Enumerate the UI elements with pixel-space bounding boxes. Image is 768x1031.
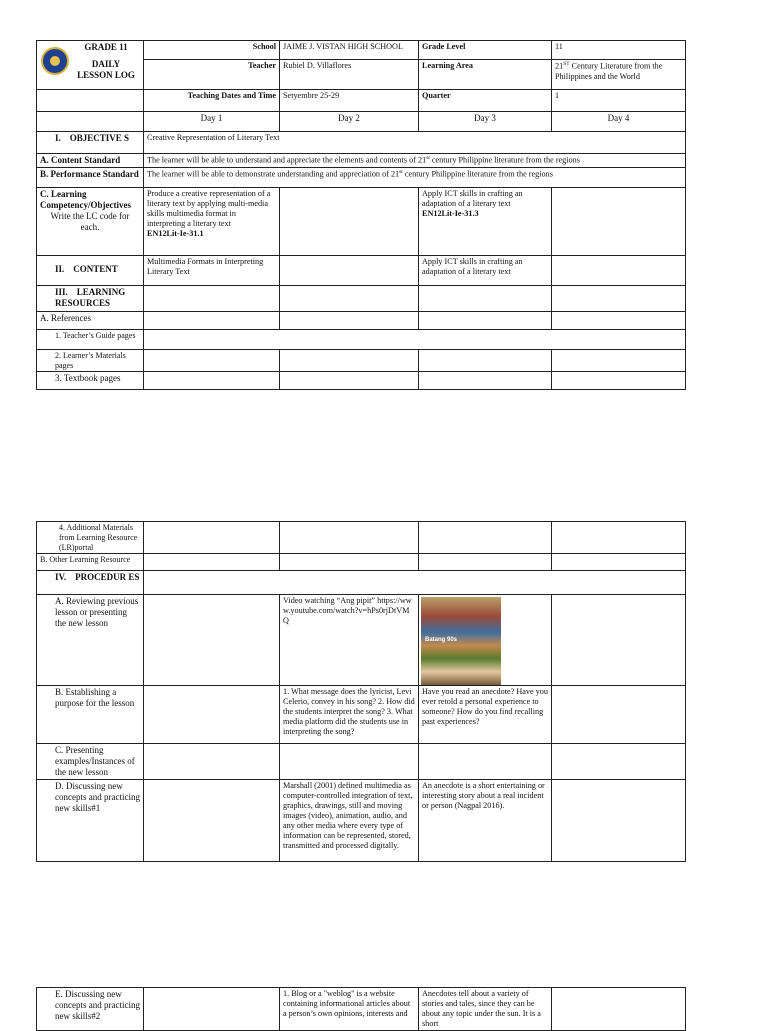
competency-label: C. Learning Competency/Objectives bbox=[40, 188, 131, 210]
teacher-label: Teacher bbox=[144, 60, 280, 90]
blank-cell bbox=[144, 522, 280, 554]
blank-cell bbox=[144, 372, 280, 390]
blank-cell bbox=[144, 329, 686, 349]
grade-level-label: Grade Level bbox=[419, 41, 552, 60]
blank-cell bbox=[144, 595, 280, 686]
day-1-header: Day 1 bbox=[144, 112, 280, 132]
blank-cell bbox=[419, 554, 552, 571]
school-label: School bbox=[144, 41, 280, 60]
purpose-label: B. Establishing a purpose for the lesson bbox=[37, 686, 144, 744]
content-standard-value: The learner will be able to understand and appreciate the elements and contents of 21st century Philippine literature from the regions bbox=[144, 154, 686, 168]
blank-cell bbox=[144, 554, 280, 571]
day-4-header: Day 4 bbox=[552, 112, 686, 132]
content-label: II. CONTENT bbox=[37, 255, 144, 285]
other-resource-label: B. Other Learning Resource bbox=[37, 554, 144, 571]
blank-cell bbox=[144, 571, 686, 595]
school-seal-icon bbox=[41, 47, 69, 75]
content-standard-label: A. Content Standard bbox=[37, 154, 144, 168]
dates-label: Teaching Dates and Time bbox=[144, 90, 280, 112]
reviewing-day-3 bbox=[419, 595, 552, 686]
blank-cell bbox=[144, 686, 280, 744]
blank-cell bbox=[419, 372, 552, 390]
dates-value: Setyembre 25-29 bbox=[280, 90, 419, 112]
competency-day-3: Apply ICT skills in crafting an adaptation of a literary text EN12Lit-Ie-31.3 bbox=[419, 187, 552, 255]
blank-cell bbox=[144, 780, 280, 862]
blank-cell bbox=[144, 349, 280, 372]
blank-cell bbox=[552, 522, 686, 554]
blank-cell bbox=[552, 686, 686, 744]
teachers-guide-label: 1. Teacher’s Guide pages bbox=[37, 329, 144, 349]
blank-cell bbox=[552, 595, 686, 686]
learning-area-value: 21ST Century Literature from the Philippines and the World bbox=[552, 60, 686, 90]
grade-level-value: 11 bbox=[552, 41, 686, 60]
blank-cell bbox=[419, 349, 552, 372]
reviewing-day-2: Video watching “Ang pipit” https://www.youtube.com/watch?v=hPs0rjDtVMQ bbox=[280, 595, 419, 686]
blank-cell bbox=[419, 311, 552, 329]
discussing-1-label: D. Discussing new concepts and practicing new skills#1 bbox=[37, 780, 144, 862]
blank-cell bbox=[280, 285, 419, 311]
blank-cell bbox=[280, 554, 419, 571]
objectives-label: I. OBJECTIVE S bbox=[37, 132, 144, 154]
blank-cell bbox=[144, 744, 280, 780]
presenting-label: C. Presenting examples/Instances of the new lesson bbox=[37, 744, 144, 780]
learning-area-label: Learning Area bbox=[419, 60, 552, 90]
purpose-day-3: Have you read an anecdote? Have you ever retold a personal experience to someone? How do you find recalling past experiences? bbox=[419, 686, 552, 744]
purpose-day-2: 1. What message does the lyricist, Levi Celerio, convey in his song? 2. How did the students interpret the song? 3. What media platform did the students use in interpreting the song? bbox=[280, 686, 419, 744]
blank-cell bbox=[144, 988, 280, 1031]
day-3-header: Day 3 bbox=[419, 112, 552, 132]
competency-note: Write the LC code for each. bbox=[50, 210, 130, 232]
blank-cell bbox=[280, 372, 419, 390]
quarter-label: Quarter bbox=[419, 90, 552, 112]
performance-standard-label: B. Performance Standard bbox=[37, 167, 144, 187]
blank-cell bbox=[552, 311, 686, 329]
lesson-log-table-3 bbox=[36, 987, 686, 1031]
day-2-header: Day 2 bbox=[280, 112, 419, 132]
blank-cell bbox=[552, 744, 686, 780]
competency-day-1: Produce a creative representation of a literary text by applying multi-media skills multimedia format in interpreting a literary text EN12Lit-Ie-31.1 bbox=[144, 187, 280, 255]
blank-cell bbox=[552, 554, 686, 571]
reviewing-label: A. Reviewing previous lesson or presenting the new lesson bbox=[37, 595, 144, 686]
blank-cell bbox=[552, 372, 686, 390]
blank-cell bbox=[280, 744, 419, 780]
blank-cell bbox=[419, 285, 552, 311]
batang-90s-image: Batang 90s bbox=[421, 597, 501, 685]
header-logo-cell bbox=[37, 41, 144, 90]
discussing-1-day-3: An anecdote is a short entertaining or interesting story about a real incident or person (Nagpal 2016). bbox=[419, 780, 552, 862]
competency-day-2 bbox=[280, 187, 419, 255]
lesson-log-table-1 bbox=[36, 40, 686, 390]
blank-cell bbox=[144, 311, 280, 329]
procedures-label: IV. PROCEDUR ES bbox=[37, 571, 144, 595]
blank-cell bbox=[37, 90, 144, 112]
school-value: JAIME J. VISTAN HIGH SCHOOL bbox=[280, 41, 419, 60]
teacher-value: Rubiel D. Villaflores bbox=[280, 60, 419, 90]
performance-standard-value: The learner will be able to demonstrate understanding and appreciation of 21st century Philippine literature from the regions bbox=[144, 167, 686, 187]
log-title-2: LESSON LOG bbox=[77, 69, 135, 80]
discussing-2-label: E. Discussing new concepts and practicing new skills#2 bbox=[37, 988, 144, 1031]
learners-materials-label: 2. Learner’s Materials pages bbox=[37, 349, 144, 372]
log-title-1: DAILY bbox=[91, 58, 121, 69]
content-day-3: Apply ICT skills in crafting an adaptation of a literary text bbox=[419, 255, 552, 285]
blank-cell bbox=[552, 780, 686, 862]
grade-text: GRADE 11 bbox=[84, 42, 128, 52]
competency-day-4 bbox=[552, 187, 686, 255]
competency-label-cell bbox=[37, 187, 144, 255]
textbook-pages-label: 3. Textbook pages bbox=[37, 372, 144, 390]
blank-cell bbox=[144, 285, 280, 311]
discussing-2-day-3: Anecdotes tell about a variety of stories and tales, since they can be about any topic under the sun. It is a short bbox=[419, 988, 552, 1031]
additional-materials-label: 4. Additional Materials from Learning Resource (LR)portal bbox=[37, 522, 144, 554]
blank-cell bbox=[552, 349, 686, 372]
objectives-value: Creative Representation of Literary Text bbox=[144, 132, 686, 154]
lesson-log-table-2 bbox=[36, 521, 686, 862]
discussing-2-day-2: 1. Blog or a "weblog" is a website containing informational articles about a person’s own opinions, interests and bbox=[280, 988, 419, 1031]
blank-cell bbox=[419, 744, 552, 780]
blank-cell bbox=[37, 112, 144, 132]
blank-cell bbox=[280, 522, 419, 554]
learning-resources-label: III. LEARNING RESOURCES bbox=[37, 285, 144, 311]
blank-cell bbox=[419, 522, 552, 554]
blank-cell bbox=[280, 311, 419, 329]
blank-cell bbox=[552, 988, 686, 1031]
blank-cell bbox=[552, 285, 686, 311]
quarter-value: 1 bbox=[552, 90, 686, 112]
content-day-2 bbox=[280, 255, 419, 285]
content-day-1: Multimedia Formats in Interpreting Literary Text bbox=[144, 255, 280, 285]
discussing-1-day-2: Marshall (2001) defined multimedia as computer-controlled integration of text, graphics, drawings, still and moving images (video), animation, audio, and any other media where every type of information can be represented, stored, transmitted and processed digitally. bbox=[280, 780, 419, 862]
blank-cell bbox=[280, 349, 419, 372]
references-label: A. References bbox=[37, 311, 144, 329]
content-day-4 bbox=[552, 255, 686, 285]
